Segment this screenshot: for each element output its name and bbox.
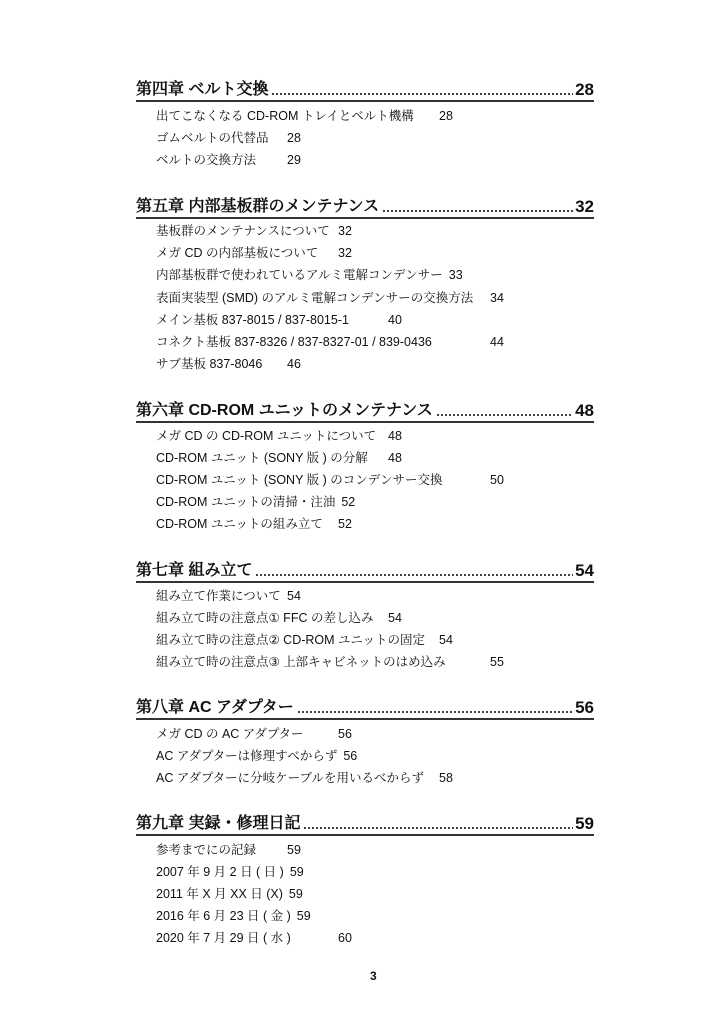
toc-entry[interactable] (156, 222, 352, 240)
toc-entry[interactable] (156, 725, 352, 743)
page-number: 3 (370, 969, 377, 983)
toc-entry[interactable] (156, 355, 301, 373)
toc-entry[interactable] (156, 863, 304, 881)
toc-entry-title: CD-ROM ユニットの組み立て (156, 517, 323, 531)
toc-entry-title: 基板群のメンテナンスについて (156, 224, 330, 238)
toc-entry-title: 2007 年 9 月 2 日 ( 日 ) (156, 865, 284, 879)
toc-entry-page: 32 (338, 246, 352, 260)
chapter-heading[interactable] (136, 399, 594, 423)
toc-entry-page: 48 (388, 429, 402, 443)
toc-entry[interactable] (156, 653, 504, 671)
toc-entry[interactable] (156, 427, 402, 445)
toc-entry-title: メガ CD の CD-ROM ユニットについて (156, 429, 377, 443)
toc-entry-title: 2016 年 6 月 23 日 ( 金 ) (156, 909, 291, 923)
toc-entry-title: 参考までにの記録 (156, 843, 257, 857)
dot-leader (271, 92, 573, 96)
toc-entry-page: 58 (439, 771, 453, 785)
toc-entry[interactable] (156, 515, 352, 533)
toc-entry[interactable] (156, 266, 463, 284)
chapter-title: 第七章 組み立て (136, 562, 253, 579)
toc-entry[interactable] (156, 449, 402, 467)
toc-entry[interactable] (156, 769, 453, 787)
toc-entry[interactable] (156, 609, 402, 627)
toc-entry[interactable] (156, 907, 311, 925)
dot-leader (436, 413, 573, 417)
toc-entry-title: 組み立て時の注意点① FFC の差し込み (156, 611, 374, 625)
chapter-title: 第六章 CD-ROM ユニットのメンテナンス (136, 402, 433, 419)
toc-entry-title: 組み立て時の注意点③ 上部キャビネットのはめ込み (156, 655, 446, 669)
toc-entry-page: 52 (341, 495, 356, 509)
toc-entry-title: 組み立て作業について (156, 589, 281, 603)
toc-entry-title: メガ CD の AC アダプター (156, 727, 304, 741)
chapter-title: 第九章 実録・修理日記 (136, 815, 301, 832)
chapter-page: 48 (575, 401, 594, 420)
toc-entry-page: 50 (490, 473, 504, 487)
toc-entry[interactable] (156, 493, 355, 511)
chapter-title: 第五章 内部基板群のメンテナンス (136, 198, 380, 215)
dot-leader (303, 826, 573, 830)
toc-entry-title: 2011 年 X 月 XX 日 (X) (156, 887, 283, 901)
dot-leader (297, 710, 573, 714)
toc-entry[interactable] (156, 129, 301, 147)
chapter-heading[interactable] (136, 195, 594, 219)
toc-entry[interactable] (156, 929, 352, 947)
toc-entry-title: 2020 年 7 月 29 日 ( 水 ) (156, 931, 291, 945)
chapter-heading[interactable] (136, 78, 594, 102)
toc-entry-page: 54 (388, 611, 402, 625)
toc-entry-page: 54 (439, 633, 453, 647)
toc-entry-page: 33 (448, 268, 463, 282)
toc-entry-page: 32 (338, 224, 352, 238)
toc-entry[interactable] (156, 841, 301, 859)
toc-entry[interactable] (156, 885, 303, 903)
toc-entry-page: 55 (490, 655, 504, 669)
toc-entry[interactable] (156, 244, 352, 262)
chapter-page: 56 (575, 698, 594, 717)
toc-entry-title: CD-ROM ユニット (SONY 版 ) の分解 (156, 451, 368, 465)
toc-entry-page: 48 (388, 451, 402, 465)
chapter-page: 28 (575, 80, 594, 99)
toc-entry-page: 56 (338, 727, 352, 741)
toc-entry[interactable] (156, 311, 402, 329)
toc-entry-title: CD-ROM ユニット (SONY 版 ) のコンデンサー交換 (156, 473, 443, 487)
toc-entry-title: AC アダプターに分岐ケーブルを用いるべからず (156, 771, 424, 785)
toc-entry[interactable] (156, 471, 504, 489)
chapter-page: 32 (575, 197, 594, 216)
chapter-title: 第四章 ベルト交換 (136, 81, 269, 98)
toc-entry[interactable] (156, 747, 357, 765)
toc-entry-title: コネクト基板 837-8326 / 837-8327-01 / 839-0436 (156, 335, 432, 349)
toc-entry-title: ゴムベルトの代替品 (156, 131, 269, 145)
chapter-heading[interactable] (136, 559, 594, 583)
toc-entry-title: サブ基板 837-8046 (156, 357, 263, 371)
chapter-heading[interactable] (136, 812, 594, 836)
chapter-page: 54 (575, 561, 594, 580)
toc-entry-page: 59 (289, 865, 304, 879)
toc-entry[interactable] (156, 151, 301, 169)
toc-entry-page: 46 (287, 357, 301, 371)
toc-entry-title: 出てこなくなる CD-ROM トレイとベルト機構 (156, 109, 414, 123)
toc-entry-page: 59 (296, 909, 311, 923)
toc-entry-title: ベルトの交換方法 (156, 153, 257, 167)
toc-entry-title: 表面実装型 (SMD) のアルミ電解コンデンサーの交換方法 (156, 291, 474, 305)
toc-entry-page: 59 (287, 843, 301, 857)
toc-entry-title: CD-ROM ユニットの清掃・注油 (156, 495, 336, 509)
chapter-title: 第八章 AC アダプター (136, 699, 294, 716)
toc-entry-title: 内部基板群で使われているアルミ電解コンデンサー (156, 268, 443, 282)
toc-entry-page: 60 (338, 931, 352, 945)
toc-entry[interactable] (156, 631, 453, 649)
toc-entry-page: 52 (338, 517, 352, 531)
chapter-page: 59 (575, 814, 594, 833)
toc-entry[interactable] (156, 107, 453, 125)
toc-entry-page: 54 (287, 589, 301, 603)
toc-entry-page: 56 (343, 749, 358, 763)
dot-leader (255, 573, 573, 577)
dot-leader (382, 209, 573, 213)
toc-entry-title: メガ CD の内部基板について (156, 246, 319, 260)
toc-entry-title: 組み立て時の注意点② CD-ROM ユニットの固定 (156, 633, 426, 647)
toc-entry[interactable] (156, 587, 301, 605)
toc-entry-page: 34 (490, 291, 504, 305)
toc-entry-page: 28 (287, 131, 301, 145)
toc-entry-page: 44 (490, 335, 504, 349)
toc-entry-page: 29 (287, 153, 301, 167)
toc-entry-page: 28 (439, 109, 453, 123)
toc-entry-title: メイン基板 837-8015 / 837-8015-1 (156, 313, 349, 327)
toc-entry[interactable] (156, 333, 504, 351)
toc-entry[interactable] (156, 289, 504, 307)
toc-entry-page: 59 (288, 887, 303, 901)
chapter-heading[interactable] (136, 696, 594, 720)
toc-entry-page: 40 (388, 313, 402, 327)
toc-entry-title: AC アダプターは修理すべからず (156, 749, 338, 763)
